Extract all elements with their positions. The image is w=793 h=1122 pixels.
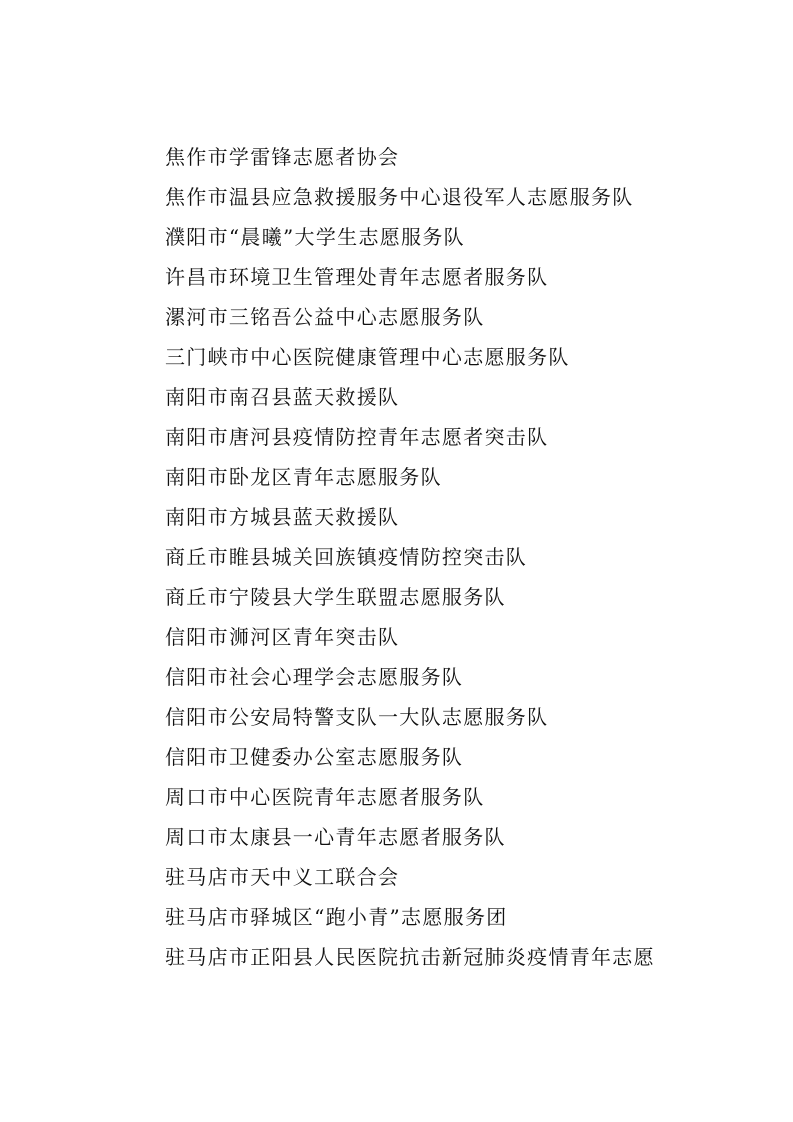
list-item: 许昌市环境卫生管理处青年志愿者服务队	[165, 265, 549, 289]
list-item: 信阳市浉河区青年突击队	[165, 625, 400, 649]
list-item: 漯河市三铭吾公益中心志愿服务队	[165, 305, 485, 329]
list-item: 濮阳市“晨曦”大学生志愿服务队	[165, 225, 465, 249]
list-item: 南阳市南召县蓝天救援队	[165, 385, 400, 409]
list-item: 商丘市睢县城关回族镇疫情防控突击队	[165, 545, 528, 569]
list-item: 周口市太康县一心青年志愿者服务队	[165, 825, 506, 849]
list-item: 信阳市卫健委办公室志愿服务队	[165, 745, 464, 769]
list-item: 南阳市方城县蓝天救援队	[165, 505, 400, 529]
list-item: 南阳市唐河县疫情防控青年志愿者突击队	[165, 425, 549, 449]
list-item: 三门峡市中心医院健康管理中心志愿服务队	[165, 345, 570, 369]
list-item: 驻马店市驿城区“跑小青”志愿服务团	[165, 905, 508, 929]
list-item: 周口市中心医院青年志愿者服务队	[165, 785, 485, 809]
list-item: 信阳市社会心理学会志愿服务队	[165, 665, 464, 689]
list-item: 南阳市卧龙区青年志愿服务队	[165, 465, 442, 489]
list-item: 焦作市温县应急救援服务中心退役军人志愿服务队	[165, 185, 634, 209]
organization-list	[165, 137, 655, 977]
list-item: 驻马店市天中义工联合会	[165, 865, 400, 889]
list-item: 驻马店市正阳县人民医院抗击新冠肺炎疫情青年志愿	[165, 945, 655, 969]
list-item: 信阳市公安局特警支队一大队志愿服务队	[165, 705, 549, 729]
list-item: 商丘市宁陵县大学生联盟志愿服务队	[165, 585, 506, 609]
list-item: 焦作市学雷锋志愿者协会	[165, 145, 400, 169]
